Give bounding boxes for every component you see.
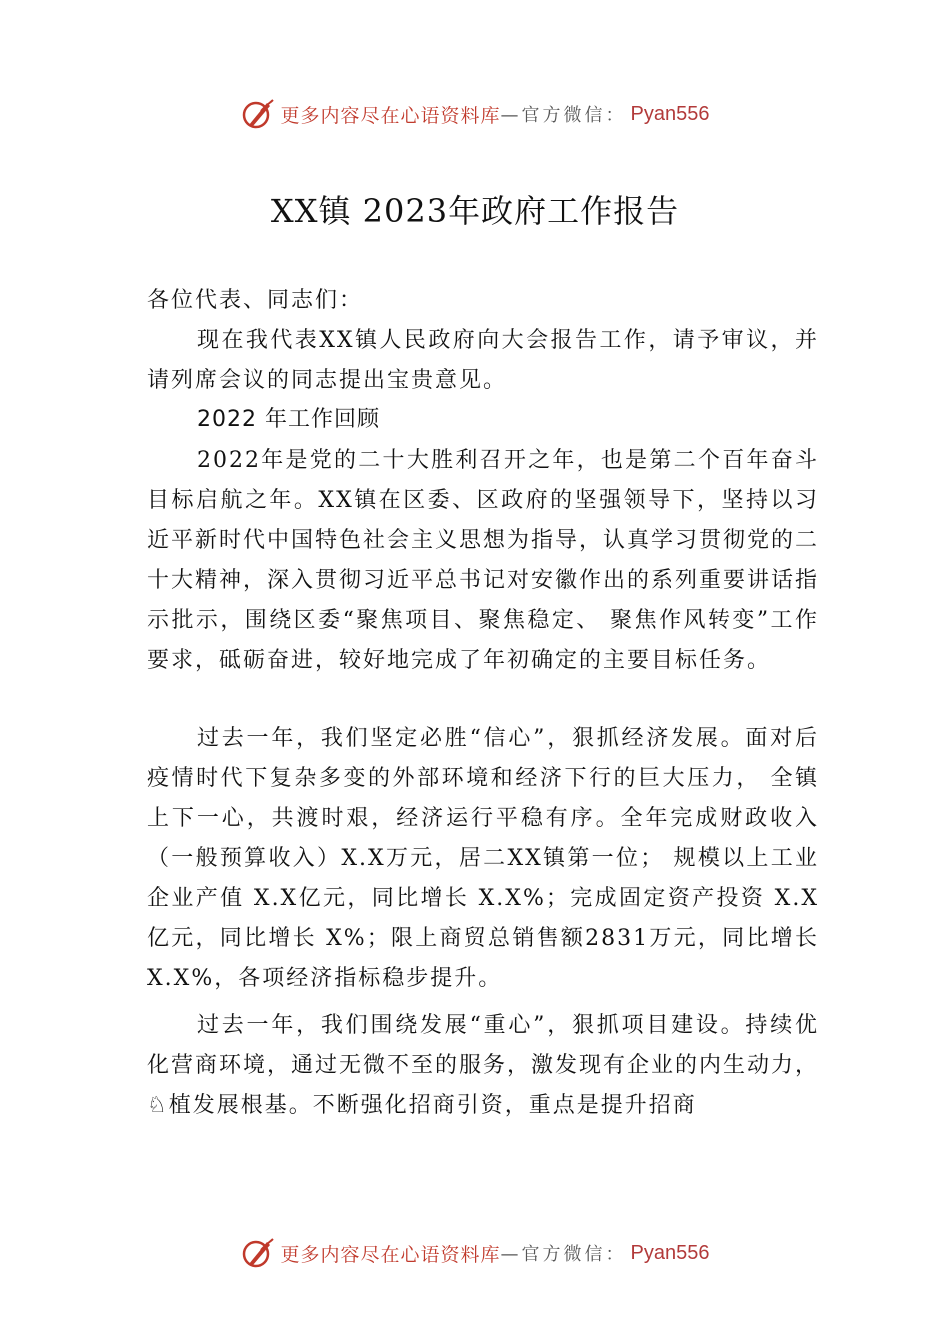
section-heading <box>147 400 819 440</box>
quill-logo-icon <box>241 97 275 131</box>
body-paragraph-1 <box>147 441 819 681</box>
footer-banner <box>0 1233 950 1273</box>
banner-wechat-label: —官方微信： <box>500 1244 627 1265</box>
header-banner <box>0 94 950 134</box>
section-heading-text: 2022 年工作回顾 <box>197 407 380 432</box>
document-title: XX镇 2023年政府工作报告 <box>270 192 680 230</box>
paragraph-text: 2022年是党的二十大胜利召开之年，也是第二个百年奋斗目标启航之年。XX镇在区委、区政府的坚强领导下，坚持以习近平新时代中国特色社会主义思想为指导，认真学习贯彻党的二十大精神，深入贯彻习近平总书记对安徽作出的系列重要讲话指示批示，围绕区委“聚焦项目、聚焦稳定、 聚焦作风转变”工作要求，砥砺奋进，较好地完成了年初确定的主要目标任务。 <box>147 448 820 673</box>
intro-paragraph <box>147 321 819 401</box>
paragraph-text: 过去一年，我们坚定必胜“信心”，狠抓经济发展。面对后疫情时代下复杂多变的外部环境和经济下行的巨大压力， 全镇上下一心，共渡时艰，经济运行平稳有序。全年完成财政收入（一般预算收入）X.X万元，居二XX镇第一位； 规模以上工业企业产值 X.X亿元，同比增长 X.X%；完成固定资产投资 X.X 亿元，同比增长 X%；限上商贸总销售额2831万元，同比增长 X.X%，各项经济指标稳步提升。 <box>147 726 819 991</box>
banner-red-text: 更多内容尽在心语资料库 <box>280 104 501 127</box>
quill-logo-icon <box>241 1236 275 1270</box>
body-paragraph-3 <box>147 1006 819 1126</box>
banner-wechat-id: Pyan556 <box>630 1241 710 1264</box>
banner-wechat-id: Pyan556 <box>630 102 710 125</box>
body-paragraph-2 <box>147 719 819 999</box>
banner-wechat-label: —官方微信： <box>500 105 627 126</box>
banner-red-text: 更多内容尽在心语资料库 <box>280 1243 501 1266</box>
intro-text: 现在我代表XX镇人民政府向大会报告工作，请予审议，并请列席会议的同志提出宝贵意见。 <box>147 328 819 393</box>
greeting <box>147 281 819 321</box>
greeting-text: 各位代表、同志们： <box>147 288 364 313</box>
paragraph-text: 过去一年，我们围绕发展“重心”，狠抓项目建设。持续优化营商环境，通过无微不至的服务，激发现有企业的内生动力，♘植发展根基。不断强化招商引资，重点是提升招商 <box>147 1013 820 1118</box>
